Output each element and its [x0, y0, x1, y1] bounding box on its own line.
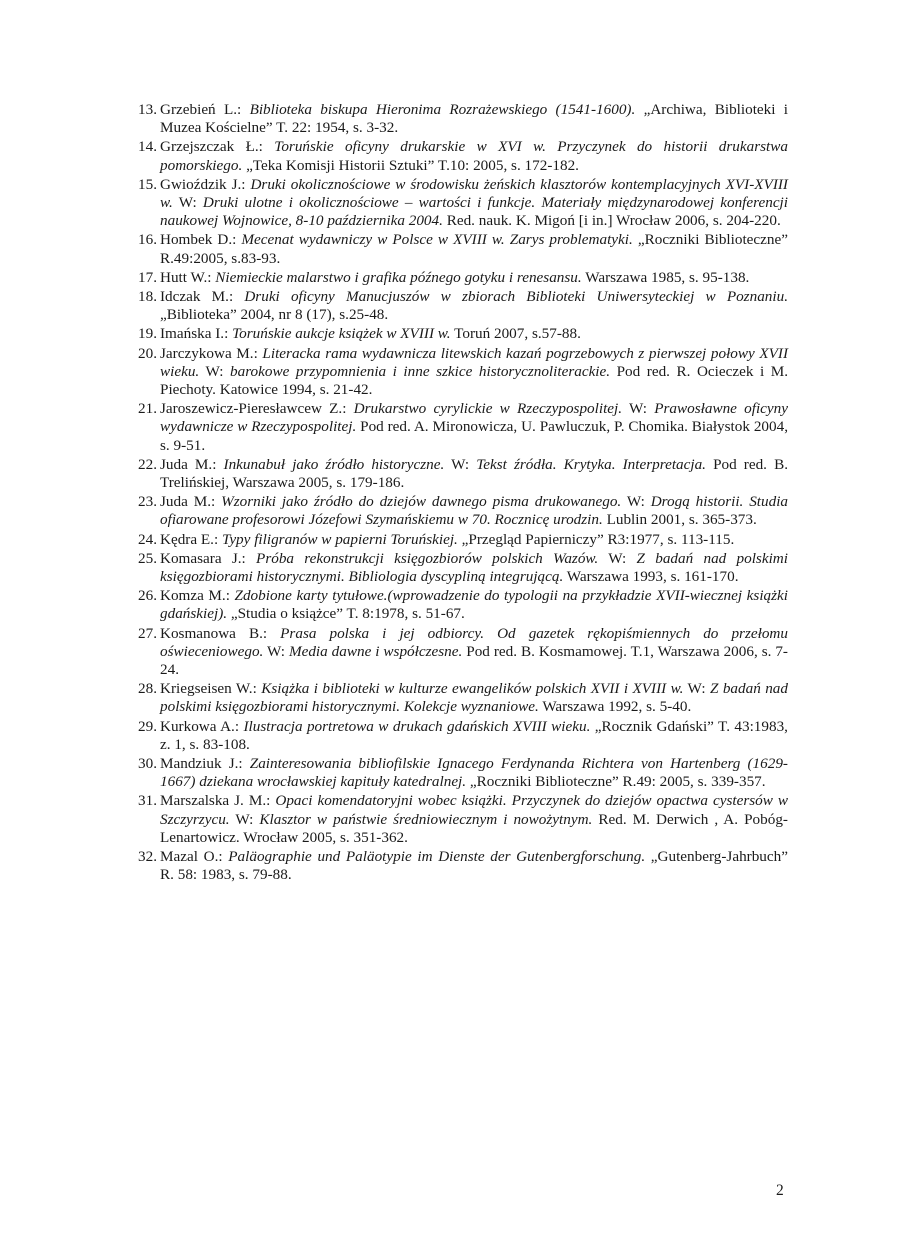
- reference-publication-info: „Studia o książce” T. 8:1978, s. 51-67.: [227, 605, 465, 623]
- reference-in-marker: W:: [683, 680, 710, 698]
- reference-title: Wzorniki jako źródło do dziejów dawnego pisma drukowanego.: [221, 493, 622, 511]
- reference-author: Komza M.:: [160, 587, 235, 605]
- reference-number: 17.: [138, 268, 157, 286]
- reference-title: Typy filigranów w papierni Toruńskiej.: [222, 530, 458, 548]
- reference-item: [126, 269, 788, 287]
- reference-number: 30.: [138, 755, 157, 773]
- reference-item: [126, 531, 788, 549]
- reference-number: 21.: [138, 400, 157, 418]
- reference-number: 29.: [138, 717, 157, 735]
- page-number: 2: [776, 1182, 784, 1199]
- reference-publication-info: „Biblioteka” 2004, nr 8 (17), s.25-48.: [160, 306, 389, 324]
- reference-title: Druki oficyny Manucjuszów w zbiorach Biblioteki Uniwersyteckiej w Poznaniu.: [244, 288, 788, 306]
- reference-title: Biblioteka biskupa Hieronima Rozrażewskiego (1541-1600).: [249, 101, 636, 118]
- reference-item: [126, 493, 788, 529]
- reference-publication-info: Pod red. B. Trelińskiej, Warszawa 2005, s. 179-186.: [160, 455, 788, 491]
- reference-in-marker: W:: [172, 193, 203, 211]
- reference-item: [126, 848, 788, 884]
- reference-publication-info: „Rocznik Gdański” T. 43:1983, z. 1, s. 83-108.: [160, 717, 788, 753]
- reference-source-title: Prawosławne oficyny wydawnicze w Rzeczypospolitej.: [160, 400, 788, 436]
- reference-publication-info: Pod red. A. Mironowicza, U. Pawluczuk, P. Chomika. Białystok 2004, s. 9-51.: [160, 418, 788, 454]
- reference-item: [126, 176, 788, 230]
- reference-author: Kosmanowa B.:: [160, 624, 281, 642]
- reference-title: Druki okolicznościowe w środowisku żeńskich klasztorów kontemplacyjnych XVI-XVIII w.: [160, 175, 788, 211]
- reference-item: [126, 400, 788, 454]
- reference-item: [126, 625, 788, 679]
- reference-number: 20.: [138, 344, 157, 362]
- reference-publication-info: Warszawa 1985, s. 95-138.: [581, 268, 750, 286]
- reference-author: Marszalska J. M.:: [160, 792, 276, 810]
- reference-source-title: Druki ulotne i okolicznościowe – wartości i funkcje. Materiały międzynarodowej konferencji naukowej Wojnowice, 8-10 października 2004.: [160, 193, 789, 230]
- reference-number: 15.: [138, 175, 157, 193]
- reference-source-title: Klasztor w państwie średniowiecznym i nowożytnym.: [259, 810, 593, 828]
- reference-publication-info: Warszawa 1992, s. 5-40.: [538, 698, 692, 716]
- reference-publication-info: „Teka Komisji Historii Sztuki” T.10: 2005, s. 172-182.: [242, 156, 579, 174]
- reference-title: Opaci komendatoryjni wobec książki. Przyczynek do dziejów opactwa cystersów w Szczyrzycu.: [160, 792, 789, 828]
- reference-publication-info: Warszawa 1993, s. 161-170.: [563, 568, 739, 586]
- reference-author: Kurkowa A.:: [160, 717, 244, 735]
- reference-publication-info: Red. M. Derwich , A. Pobóg-Lenartowicz. Wrocław 2005, s. 351-362.: [160, 810, 788, 846]
- reference-author: Grzejszczak Ł.:: [160, 138, 275, 156]
- reference-item: [126, 792, 788, 846]
- reference-number: 32.: [138, 848, 157, 866]
- reference-in-marker: W:: [444, 455, 477, 473]
- reference-source-title: Z badań nad polskimi księgozbiorami historycznymi. Kolekcje wyznaniowe.: [160, 680, 788, 716]
- reference-publication-info: Lublin 2001, s. 365-373.: [602, 511, 757, 529]
- reference-title: Toruńskie oficyny drukarskie w XVI w. Przyczynek do historii drukarstwa pomorskiego.: [160, 138, 788, 174]
- reference-item: [126, 288, 788, 324]
- reference-publication-info: „Roczniki Biblioteczne” R.49: 2005, s. 339-357.: [466, 773, 766, 791]
- reference-source-title: Drogą historii. Studia ofiarowane profesorowi Józefowi Szymańskiemu w 70. Rocznicę urodzin.: [160, 493, 789, 529]
- reference-number: 25.: [138, 549, 157, 567]
- reference-in-marker: W:: [598, 549, 637, 567]
- reference-source-title: barokowe przypomnienia i inne szkice historycznoliterackie.: [230, 362, 611, 380]
- reference-title: Drukarstwo cyrylickie w Rzeczypospolitej.: [353, 400, 623, 418]
- reference-title: Paläographie und Paläotypie im Dienste der Gutenbergforschung.: [228, 848, 646, 866]
- reference-author: Gwioździk J.:: [160, 175, 251, 193]
- reference-item: [126, 587, 788, 623]
- reference-in-marker: W:: [621, 493, 651, 511]
- reference-in-marker: W:: [263, 642, 289, 660]
- reference-number: 28.: [138, 680, 157, 698]
- bibliography-list: [126, 101, 788, 885]
- reference-publication-info: „Gutenberg-Jahrbuch” R. 58: 1983, s. 79-88.: [160, 848, 788, 884]
- reference-item: [126, 231, 788, 267]
- reference-publication-info: „Przegląd Papierniczy” R3:1977, s. 113-115.: [457, 530, 735, 548]
- reference-publication-info: Pod red. R. Ocieczek i M. Piechoty. Katowice 1994, s. 21-42.: [160, 362, 789, 398]
- reference-title: Próba rekonstrukcji księgozbiorów polskich Wazów.: [256, 549, 599, 567]
- reference-author: Juda M.:: [160, 455, 224, 473]
- reference-item: [126, 345, 788, 399]
- reference-in-marker: W:: [229, 810, 260, 828]
- reference-in-marker: W:: [199, 362, 231, 380]
- reference-title: Książka i biblioteki w kulturze ewangelików polskich XVII i XVIII w.: [261, 680, 684, 698]
- reference-author: Mandziuk J.:: [160, 755, 250, 773]
- reference-item: [126, 550, 788, 586]
- reference-author: Idczak M.:: [160, 288, 245, 306]
- reference-author: Imańska I.:: [160, 325, 233, 343]
- reference-number: 31.: [138, 792, 157, 810]
- reference-author: Kriegseisen W.:: [160, 680, 262, 698]
- reference-author: Juda M.:: [160, 493, 222, 511]
- reference-source-title: Media dawne i współczesne.: [288, 642, 463, 660]
- reference-author: Hombek D.:: [160, 231, 242, 249]
- reference-source-title: Z badań nad polskimi księgozbiorami historycznymi. Bibliologia dyscypliną integrującą.: [160, 549, 788, 586]
- reference-publication-info: Pod red. B. Kosmamowej. T.1, Warszawa 2006, s. 7-24.: [160, 642, 788, 678]
- reference-number: 19.: [138, 325, 157, 343]
- reference-author: Hutt W.:: [160, 268, 216, 286]
- reference-item: [126, 718, 788, 754]
- reference-title: Zdobione karty tytułowe.(wprowadzenie do typologii na przykładzie XVII-wiecznej książki gdańskiej).: [160, 587, 788, 623]
- reference-item: [126, 101, 788, 137]
- reference-author: Mazal O.:: [160, 848, 229, 866]
- reference-number: 13.: [138, 101, 157, 118]
- reference-title: Literacka rama wydawnicza litewskich kazań pogrzebowych z pierwszej połowy XVII wieku.: [160, 344, 789, 380]
- reference-number: 23.: [138, 493, 157, 511]
- reference-item: [126, 456, 788, 492]
- reference-author: Jaroszewicz-Pieresławcew Z.:: [160, 400, 354, 418]
- reference-number: 18.: [138, 288, 157, 306]
- reference-number: 14.: [138, 138, 157, 156]
- reference-author: Kędra E.:: [160, 530, 222, 548]
- reference-item: [126, 680, 788, 716]
- reference-in-marker: W:: [622, 400, 655, 418]
- reference-number: 24.: [138, 530, 157, 548]
- reference-author: Komasara J.:: [160, 549, 257, 567]
- reference-item: [126, 325, 788, 343]
- reference-title: Ilustracja portretowa w drukach gdańskich XVIII wieku.: [243, 717, 591, 735]
- reference-title: Zainteresowania bibliofilskie Ignacego Ferdynanda Richtera von Hartenberg (1629-1667) dziekana wrocławskiej kapituły katedralnej.: [160, 755, 788, 791]
- reference-author: Grzebień L.:: [160, 101, 250, 118]
- reference-number: 22.: [138, 455, 157, 473]
- reference-publication-info: Red. nauk. K. Migoń [i in.] Wrocław 2006, s. 204-220.: [442, 212, 781, 230]
- reference-title: Inkunabuł jako źródło historyczne.: [223, 455, 445, 473]
- reference-item: [126, 755, 788, 791]
- reference-publication-info: „Archiwa, Biblioteki i Muzea Kościelne” T. 22: 1954, s. 3-32.: [160, 101, 788, 137]
- reference-title: Mecenat wydawniczy w Polsce w XVIII w. Zarys problematyki.: [241, 231, 633, 249]
- reference-title: Toruńskie aukcje książek w XVIII w.: [232, 325, 451, 343]
- reference-source-title: Tekst źródła. Krytyka. Interpretacja.: [476, 455, 706, 473]
- reference-title: Prasa polska i jej odbiorcy. Od gazetek rękopiśmiennych do przełomu oświeceniowego.: [160, 624, 788, 660]
- reference-number: 26.: [138, 587, 157, 605]
- reference-publication-info: „Roczniki Biblioteczne” R.49:2005, s.83-93.: [160, 231, 788, 267]
- reference-author: Jarczykowa M.:: [160, 344, 263, 362]
- reference-number: 16.: [138, 231, 157, 249]
- reference-title: Niemieckie malarstwo i grafika późnego gotyku i renesansu.: [215, 268, 582, 286]
- reference-number: 27.: [138, 624, 157, 642]
- reference-publication-info: Toruń 2007, s.57-88.: [450, 325, 581, 343]
- reference-item: [126, 138, 788, 174]
